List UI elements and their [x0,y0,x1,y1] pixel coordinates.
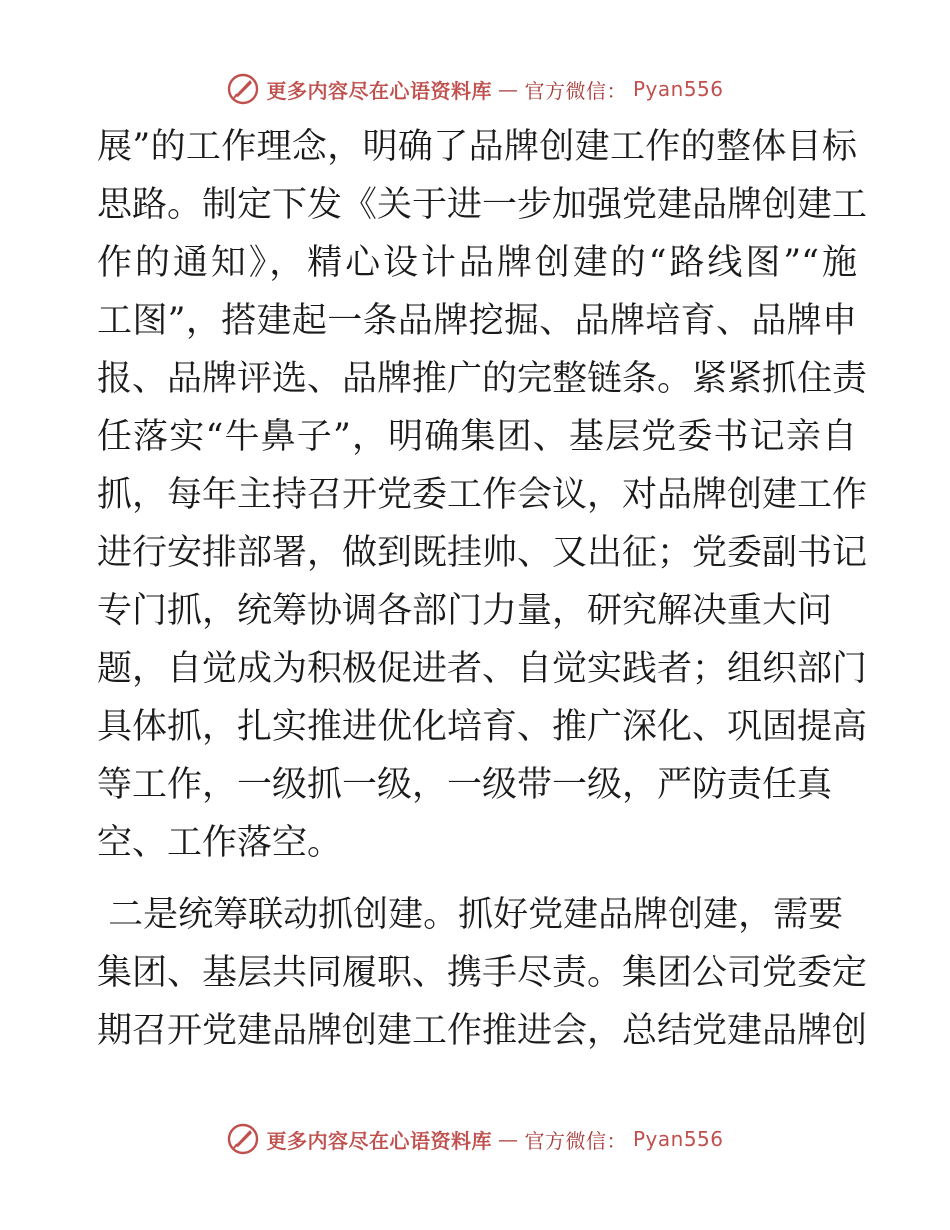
watermark-account: Pyan556 [632,77,724,101]
text-line: 期召开党建品牌创建工作推进会，总结党建品牌创 [97,1011,868,1051]
watermark-separator: — [497,1127,519,1151]
bottom-watermark-banner [0,1122,950,1156]
top-watermark-banner [0,72,950,106]
watermark-separator: — [497,77,519,101]
watermark-account: Pyan556 [632,1127,724,1151]
text-line: 抓，每年主持召开党委工作会议，对品牌创建工作 [97,475,868,515]
document-body [97,118,868,1060]
text-line: 报、品牌评选、品牌推广的完整链条。紧紧抓住责 [97,359,868,399]
text-line: 集团、基层共同履职、携手尽责。集团公司党委定 [97,953,868,993]
text-line: 题，自觉成为积极促进者、自觉实践者；组织部门 [97,649,868,689]
watermark-label: 官方微信： [524,78,627,103]
paragraph-2 [97,886,868,1060]
text-line: 展”的工作理念，明确了品牌创建工作的整体目标 [97,127,857,167]
quill-logo-icon [226,72,260,106]
quill-logo-icon [226,1122,260,1156]
paragraph-1 [97,118,868,872]
text-line: 工图”，搭建起一条品牌挖掘、品牌培育、品牌申 [97,301,857,341]
text-line: 进行安排部署，做到既挂帅、又出征；党委副书记 [97,533,868,573]
text-line: 空、工作落空。 [97,823,343,863]
text-line: 思路。制定下发《关于进一步加强党建品牌创建工 [97,185,868,225]
text-line: 任落实“牛鼻子”，明确集团、基层党委书记亲自 [97,417,857,457]
text-line: 具体抓，扎实推进优化培育、推广深化、巩固提高 [97,707,868,747]
paragraph-gap [97,872,857,886]
text-line: 作的通知》，精心设计品牌创建的“路线图”“施 [97,243,857,283]
text-line: 二是统筹联动抓创建。抓好党建品牌创建，需要 [97,895,844,935]
watermark-label: 官方微信： [524,1128,627,1153]
watermark-brand: 更多内容尽在心语资料库 [266,1128,492,1153]
watermark-brand: 更多内容尽在心语资料库 [266,78,492,103]
text-line: 等工作，一级抓一级，一级带一级，严防责任真 [97,765,833,805]
text-line: 专门抓，统筹协调各部门力量，研究解决重大问 [97,591,833,631]
